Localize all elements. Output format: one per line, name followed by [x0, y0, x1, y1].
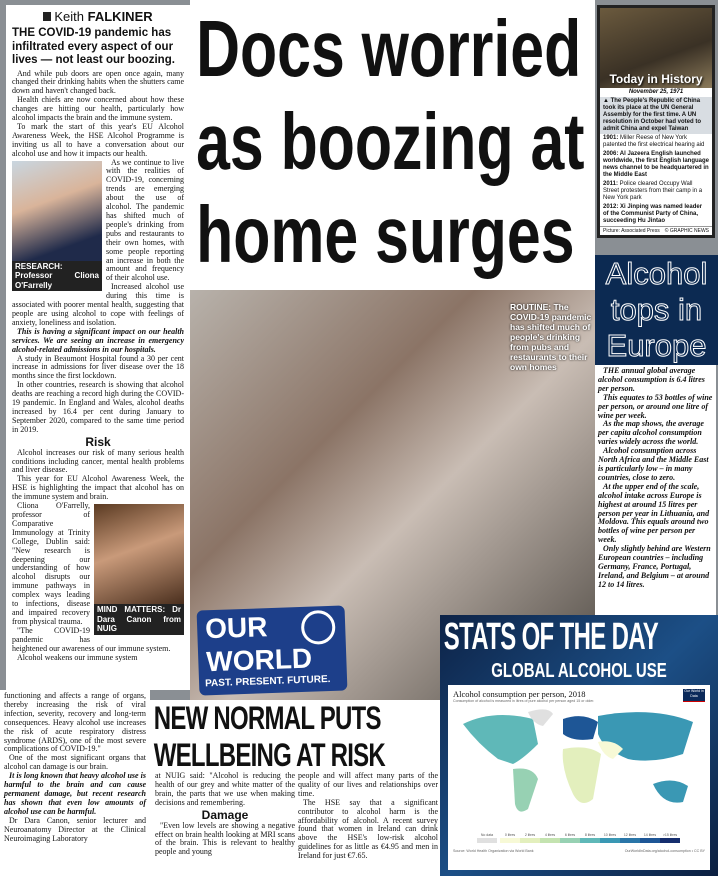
portrait-image [94, 504, 184, 604]
bottom-article [150, 700, 440, 876]
legend-label: 6 litres [564, 833, 576, 837]
subheading-risk: Risk [85, 434, 111, 449]
legend-swatch [500, 838, 520, 843]
paragraph: Cliona O'Farrelly, professor of Comparative Immunology at Trinity College, Dublin said: "New research is deepening our understanding of how alcohol disrupts our immune pathways in complex ways leading to infections, disease and impaired recovery from physical trauma. [12, 501, 90, 626]
legend-item [500, 833, 520, 843]
map-south-america [513, 768, 538, 811]
chart-subtitle: Consumption of alcohol is measured in litres of pure alcohol per person aged 15 or older. [453, 699, 595, 703]
byline-last: FALKINER [87, 9, 153, 24]
history-date: November 25, 1971 [628, 89, 684, 95]
paragraph: As the map shows, the average per capita alcohol consumption varies widely across the world. [598, 419, 704, 447]
chart-title: Alcohol consumption per person, 2018 [453, 689, 586, 699]
history-event [600, 150, 712, 180]
legend-item [620, 833, 640, 843]
legend-item [660, 833, 680, 843]
history-photo [600, 8, 712, 88]
byline-first: Keith [54, 9, 84, 24]
photo-caption-routine: ROUTINE: The COVID-19 pandemic has shifted much of people's drinking from pubs and restaurants to their own homes [510, 302, 592, 372]
our-world-logo [197, 605, 348, 695]
chart-source: Source: World Health Organization via World Bank [453, 848, 534, 853]
paragraph: The HSE say that a significant contributor to alcohol harm is the affordability of alcohol. A recent survey found that women in Ireland can drink above the HSE's low-risk alcohol guidelines for as little as €4.95 and men in Ireland for just €7.65. [298, 797, 438, 861]
byline [12, 9, 184, 25]
photo-dara [94, 504, 184, 635]
stats-subtitle: GLOBAL ALCOHOL USE [491, 660, 667, 682]
legend-swatch [600, 838, 620, 843]
legend-item [560, 833, 580, 843]
legend-swatch [640, 838, 660, 843]
owid-logo: Our World in Data [683, 689, 705, 702]
legend-label: 10 litres [603, 833, 617, 837]
legend-swatch [560, 838, 580, 843]
event-text: Miller Reese of New York patented the first electrical hearing aid [603, 135, 705, 148]
paragraph: Alcohol weakens our immune system [17, 652, 138, 662]
logo-tagline: PAST. PRESENT. FUTURE. [204, 673, 331, 690]
paragraph: In other countries, research is showing that alcohol deaths are reaching a record high during the COVID-19 pandemic. In England and Wales, alcohol deaths increased by 16.4 per cent during January to September 2020, compared to the same time period in 2019. [12, 380, 184, 434]
paragraph: This year for EU Alcohol Awareness Week, the HSE is highlighting the impact that alcohol has on the immune system and brain. [12, 474, 184, 502]
paragraph: Increased alcohol use during this time is associated with poorer mental health, suggesting that people are using alcohol to cope with feelings of anxiety, loneliness and isolation. [12, 282, 184, 327]
paragraph: at NUIG said: "Alcohol is reducing the health of our grey and white matter of the brain, the parts that we use when making decisions and remembering. [155, 771, 295, 807]
history-event [600, 134, 712, 150]
legend-label: No data [480, 833, 494, 837]
legend-swatch [660, 838, 680, 843]
logo-our: OUR [204, 611, 268, 645]
legend-swatch [580, 838, 600, 843]
history-title: Today in History [609, 72, 703, 86]
chart-legend [477, 833, 705, 843]
main-headline: Docs worried as boozing at home surges [196, 4, 585, 279]
event-text: Al Jazeera English launched worldwide, the first English language news channel to be headquartered in the Middle East [603, 151, 710, 178]
article-body [12, 70, 184, 663]
legend-swatch [477, 838, 497, 843]
event-year: 2011: [603, 181, 619, 187]
legend-label: 8 litres [584, 833, 596, 837]
paragraph: This is having a significant impact on our health services. We are seeing an increase in emergency alcohol-related admissions in our hospitals. [12, 326, 184, 354]
map-europe [563, 716, 598, 740]
stats-title: STATS OF THE DAY [443, 616, 659, 658]
legend-label: >15 litres [662, 833, 678, 837]
graphic-credit: © GRAPHIC NEWS [664, 228, 709, 234]
today-in-history-box [597, 5, 715, 238]
paragraph: One of the most significant organs that alcohol can damage is our brain. [4, 753, 146, 772]
event-year: 2012: [603, 204, 619, 210]
event-text: Police cleared Occupy Wall Street protesters from their camp in a New York park [603, 181, 703, 201]
paragraph: At the upper end of the scale, alcohol intake across Europe is highest at around 15 litres per person per year in Lithuania, and Moldova. This equals around two bottles of wine per person per week. [598, 481, 710, 545]
map-australia [653, 780, 688, 802]
subheading-damage: Damage [201, 807, 249, 822]
europe-headline: Alcohol tops in Europe [605, 256, 708, 363]
paragraph: And while pub doors are open once again, many changed their drinking habits when the shutters came down and haven't changed back. [12, 68, 184, 96]
bottom-column-2 [298, 772, 438, 861]
map-africa [563, 747, 601, 803]
portrait-image [12, 161, 102, 261]
paragraph: "The COVID-19 pandemic has heightened our awareness of our immune system. [12, 625, 171, 653]
history-event [600, 180, 712, 203]
paragraph: This equates to 53 bottles of wine per person, or around one litre of wine per week. [598, 392, 713, 420]
legend-swatch [620, 838, 640, 843]
paragraph: Only slightly behind are Western European countries – including Germany, France, Portugal, Ireland, and Belgium – at around 12 to 14 litres. [598, 544, 711, 589]
stats-of-the-day [440, 615, 718, 876]
bottom-headline: NEW NORMAL PUTS WELLBEING AT RISK [153, 700, 385, 773]
legend-item [520, 833, 540, 843]
logo-world: WORLD [205, 642, 313, 678]
map-north-america [463, 715, 538, 764]
bottom-column-1 [155, 772, 295, 857]
alcohol-map-chart [448, 685, 710, 870]
paragraph: Dr Dara Canon, senior lecturer and Neuroanatomy Director at the Clinical Neuroimaging Laboratory [4, 815, 146, 843]
legend-label: 4 litres [544, 833, 556, 837]
legend-item [477, 833, 497, 843]
paragraph: "Even low levels are showing a negative effect on brain health looking at MRI scans of the brain. This is relevant to healthy people and young [155, 820, 295, 857]
photo-credit: Picture: Associated Press [603, 228, 660, 234]
legend-item [580, 833, 600, 843]
legend-item [600, 833, 620, 843]
event-year: 1901: [603, 135, 619, 141]
world-map [453, 704, 705, 824]
paragraph: functioning and affects a range of organs, thereby increasing the risk of viral infection, severity, recovery and long-term consequences. Heavy alcohol use increases the risk of acute respiratory distress syndrome (ARDS), one of the most severe complications of COVID-19." [4, 691, 146, 754]
paragraph: It is long known that heavy alcohol use is harmful to the brain and can cause permanent damage, but recent research has shown that even low amounts of alcohol use can be harmful. [4, 771, 146, 816]
history-lead: ▲ The People's Republic of China took its place at the UN General Assembly for the first time. A UN resolution in October had voted to admit China and expel Taiwan [600, 97, 712, 134]
paragraph: To mark the start of this year's EU Alcohol Awareness Week, the HSE Alcohol Programme is inviting us all to have a conversation about our alcohol use and how it impacts our health. [12, 121, 184, 158]
paragraph: people and will affect many parts of the quality of our lives and relationships over time. [298, 771, 438, 798]
event-text: Xi Jinping was named leader of the Communist Party of China, succeeding Hu Jintao [603, 204, 703, 224]
article-continued [0, 690, 150, 876]
chart-credit: OurWorldInData.org/alcohol-consumption • CC BY [624, 848, 705, 853]
legend-swatch [520, 838, 540, 843]
legend-label: 2 litres [524, 833, 536, 837]
europe-headline-box [595, 255, 718, 365]
photo-caption: RESEARCH: Professor Cliona O'Farrelly [12, 261, 102, 292]
legend-swatch [540, 838, 560, 843]
event-year: 2006: [603, 151, 619, 157]
paragraph: As we continue to live with the realities of COVID-19, concerning trends are emerging about the use of alcohol. The pandemic has shifted much of people's drinking from pubs and restaurants to their own homes, with some people reporting an increase in both the amount and frequency of their alcohol use. [106, 157, 184, 283]
europe-article [595, 365, 716, 615]
photo-cliona [12, 161, 102, 292]
article-left-column [6, 5, 190, 690]
paragraph: A study in Beaumont Hospital found a 30 per cent increase in admissions for liver disease over the 18 months since the first lockdown. [12, 353, 184, 381]
history-event [600, 203, 712, 226]
main-headline-area [190, 0, 595, 290]
paragraph: Alcohol consumption across North Africa and the Middle East is particularly low – in many countries, close to zero. [598, 446, 709, 482]
legend-item [540, 833, 560, 843]
legend-label: 12 litres [623, 833, 637, 837]
legend-label: 0 litres [504, 833, 516, 837]
legend-label: 14 litres [643, 833, 657, 837]
paragraph: Alcohol increases our risk of many serious health conditions including cancer, mental health problems and liver disease. [12, 447, 184, 475]
photo-caption: MIND MATTERS: Dr Dara Canon from NUIG [94, 604, 184, 635]
legend-item [640, 833, 660, 843]
paragraph: THE annual global average alcohol consumption is 6.4 litres per person. [598, 366, 705, 393]
paragraph: Health chiefs are now concerned about how these changes are hitting our health, particularly how alcohol impacts the brain and the immune system. [12, 95, 184, 123]
intro-paragraph: THE COVID-19 pandemic has infiltrated every aspect of our lives — not least our boozing. [12, 27, 175, 66]
